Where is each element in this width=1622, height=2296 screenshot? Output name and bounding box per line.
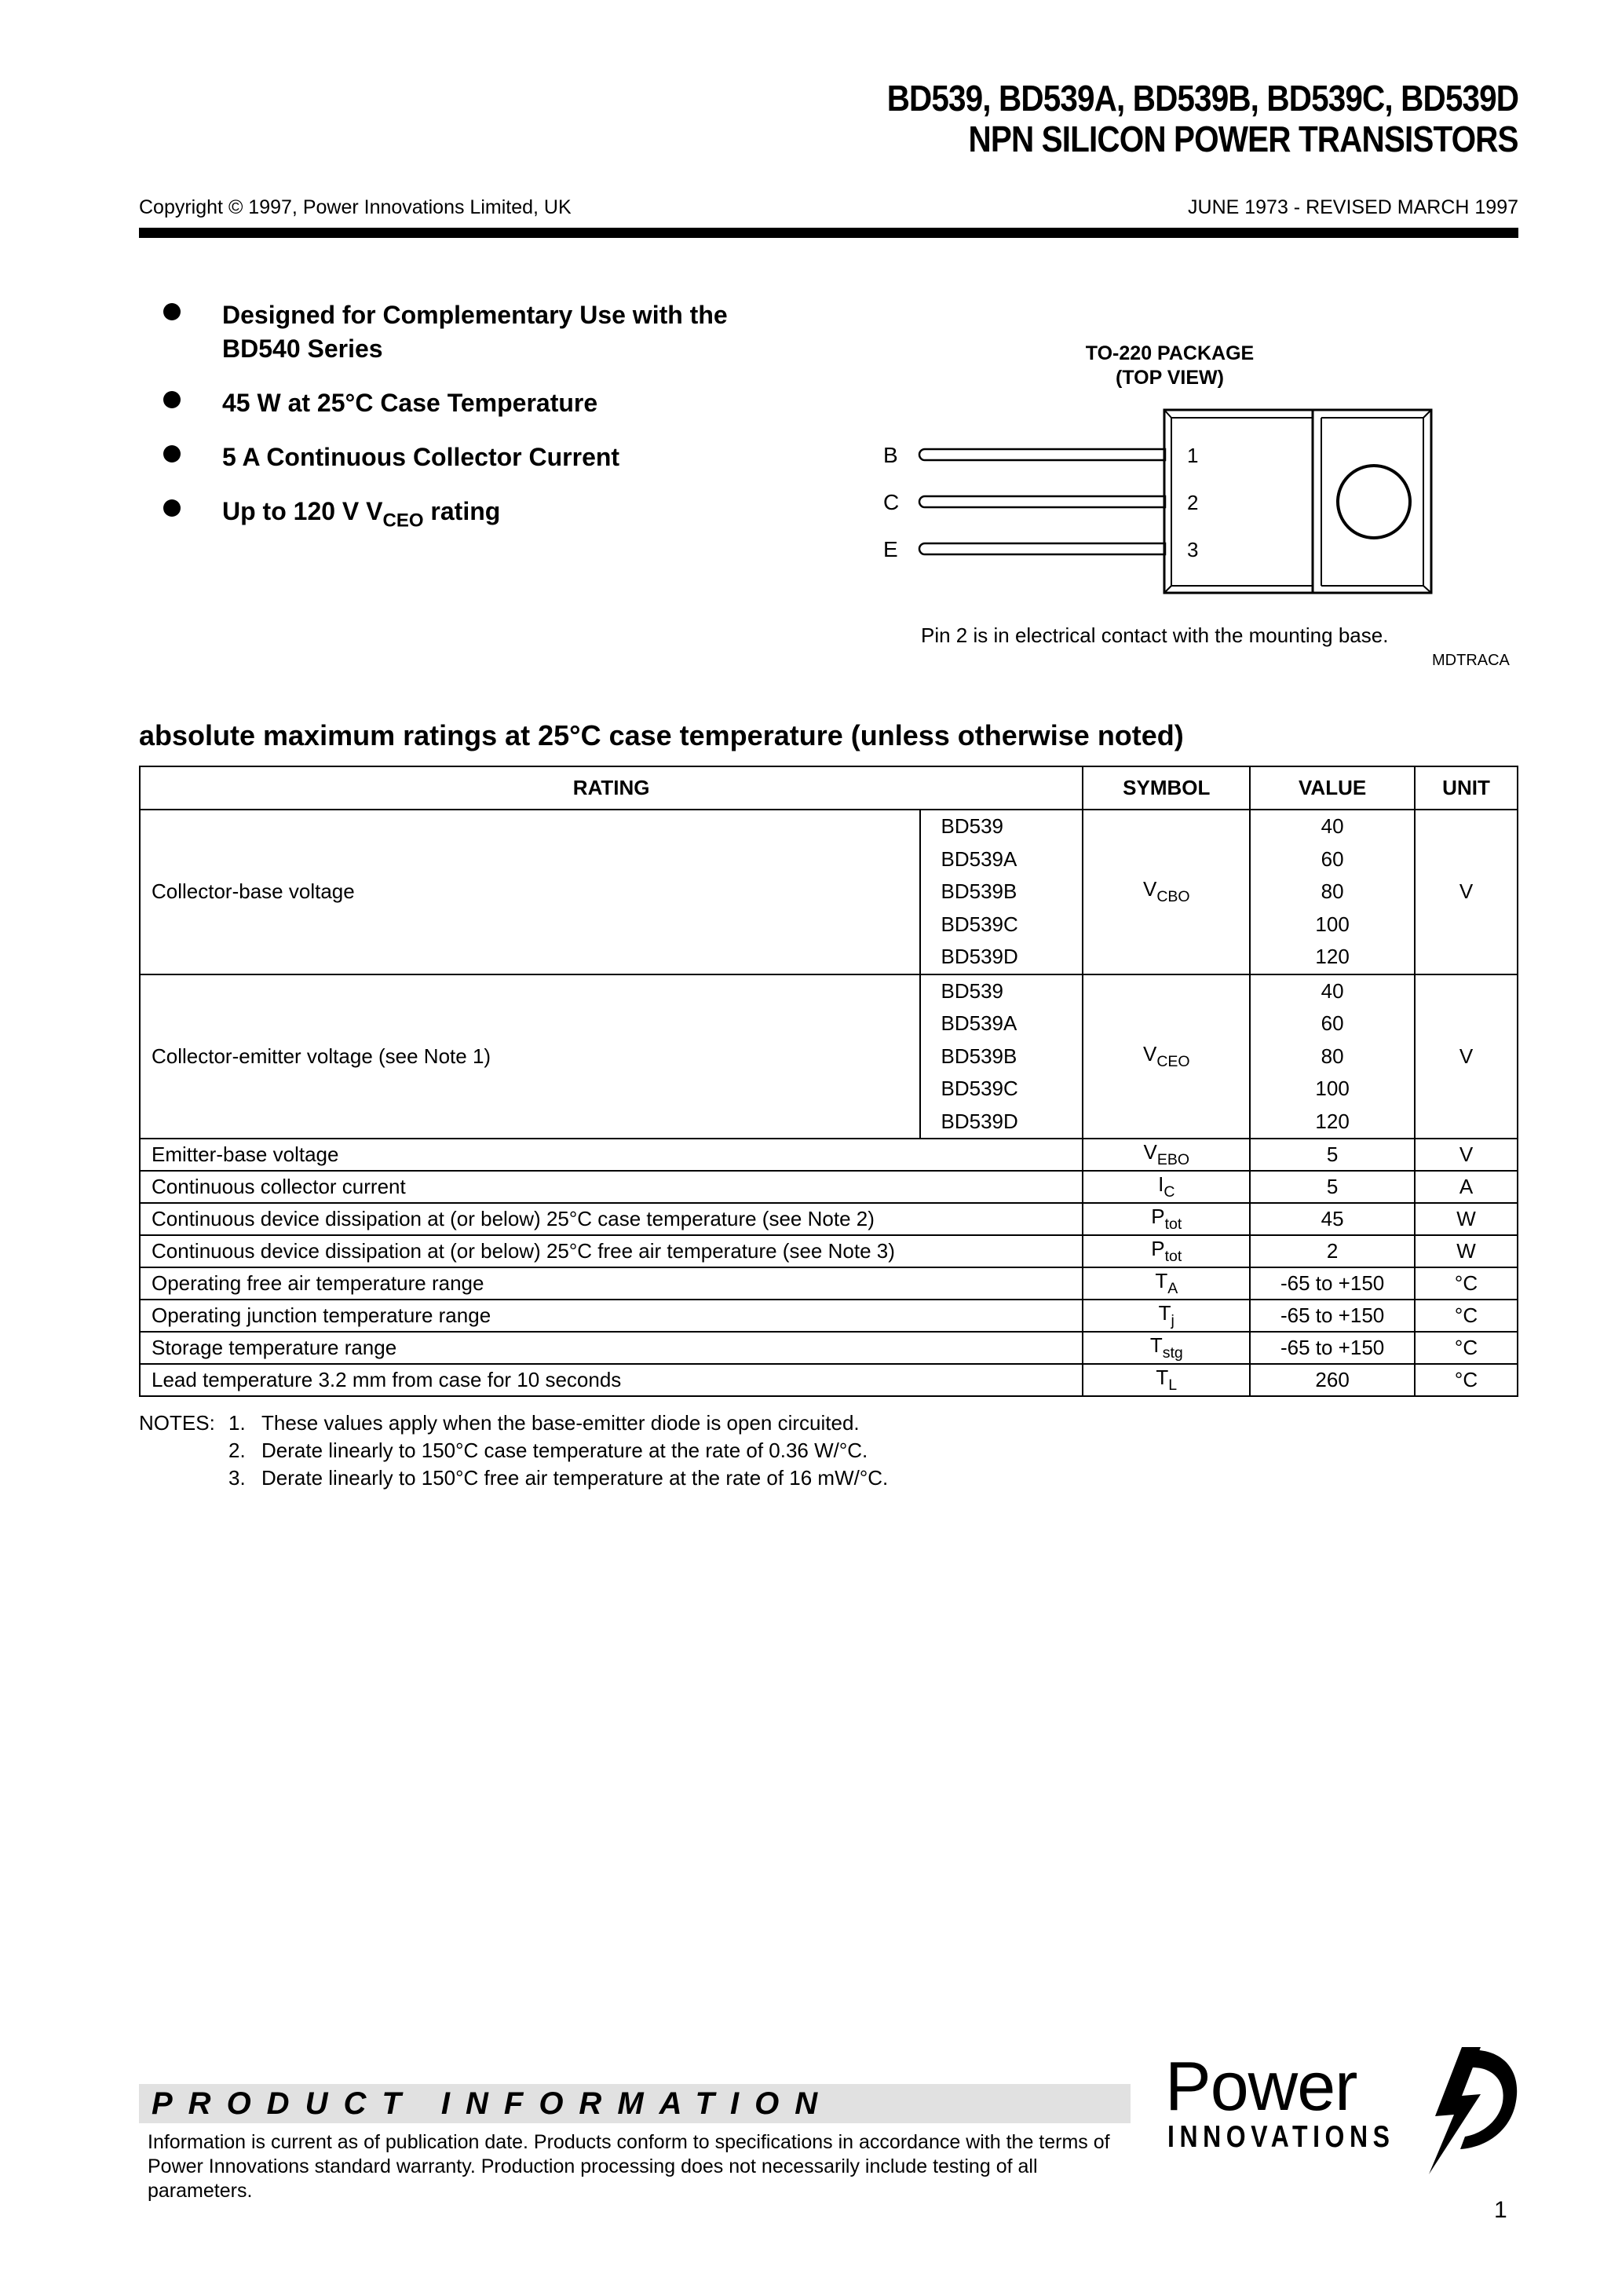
- header-rule: [139, 228, 1518, 238]
- table-row: [140, 1267, 1518, 1300]
- feature-text: 45 W at 25°C Case Temperature: [222, 389, 598, 417]
- table-row: [140, 1139, 1518, 1171]
- feature-text: BD540 Series: [222, 335, 383, 363]
- symbol-cell: $V_{CEO}$: [1083, 974, 1250, 1139]
- logo-power-text: Power: [1165, 2047, 1357, 2125]
- note-text: Derate linearly to 150°C case temperature at the rate of 0.36 W/°C.: [261, 1439, 868, 1462]
- pin-label: B: [883, 443, 898, 467]
- lead-e: [919, 543, 1165, 554]
- unit-cell: °C: [1415, 1364, 1518, 1396]
- pin-number: 3: [1187, 538, 1199, 561]
- to220-package-diagram: [879, 400, 1460, 605]
- lightning-logo-icon: [1405, 2044, 1523, 2177]
- pin-number: 1: [1187, 444, 1199, 467]
- document-title: BD539, BD539A, BD539B, BD539C, BD539D: [886, 78, 1518, 119]
- notes-label: NOTES:: [139, 1411, 215, 1435]
- bullet-icon: [163, 303, 181, 320]
- table-row: [140, 1332, 1518, 1364]
- value-cell: 40 60 80 100 120: [1250, 974, 1415, 1139]
- value-cell: 40 60 80 100 120: [1250, 810, 1415, 974]
- table-row: [140, 1364, 1518, 1396]
- table-row: [140, 1171, 1518, 1203]
- feature-text: Up to 120 V $V_{CEO}$ rating: [222, 497, 501, 532]
- ratings-heading: absolute maximum ratings at 25°C case temperature (unless otherwise noted): [139, 719, 1184, 751]
- unit-cell: W: [1415, 1235, 1518, 1267]
- symbol-cell: $T_j$: [1083, 1300, 1250, 1332]
- ratings-table: [139, 766, 1518, 1397]
- table-row: [140, 810, 1518, 974]
- table-row: [140, 1235, 1518, 1267]
- product-info-label: PRODUCT INFORMATION: [152, 2086, 834, 2121]
- rating-cell: Emitter-base voltage: [140, 1139, 1083, 1171]
- symbol-cell: $I_C$: [1083, 1171, 1250, 1203]
- symbol-cell: $V_{CBO}$: [1083, 810, 1250, 974]
- device-cell: BD539 BD539A BD539B BD539C BD539D: [920, 810, 1083, 974]
- rating-cell: Collector-base voltage: [140, 810, 920, 974]
- unit-cell: °C: [1415, 1332, 1518, 1364]
- rating-cell: Lead temperature 3.2 mm from case for 10 seconds: [140, 1364, 1083, 1396]
- header-unit: UNIT: [1415, 766, 1518, 810]
- value-cell: -65 to +150: [1250, 1267, 1415, 1300]
- bullet-icon: [163, 445, 181, 462]
- value-cell: -65 to +150: [1250, 1332, 1415, 1364]
- feature-text: 5 A Continuous Collector Current: [222, 443, 620, 471]
- unit-cell: W: [1415, 1203, 1518, 1235]
- bullet-icon: [163, 391, 181, 408]
- symbol-cell: $V_{EBO}$: [1083, 1139, 1250, 1171]
- copyright: Copyright © 1997, Power Innovations Limited, UK: [139, 196, 572, 218]
- logo-innovations-text: INNOVATIONS: [1167, 2120, 1395, 2154]
- page-number: 1: [1494, 2197, 1507, 2223]
- package-title: TO-220 PACKAGE (TOP VIEW): [1085, 342, 1255, 389]
- table-row: [140, 974, 1518, 1139]
- unit-cell: V: [1415, 1139, 1518, 1171]
- value-cell: 2: [1250, 1235, 1415, 1267]
- note-text: Derate linearly to 150°C free air temperature at the rate of 16 mW/°C.: [261, 1466, 889, 1490]
- symbol-cell: $T_A$: [1083, 1267, 1250, 1300]
- feature-text: Designed for Complementary Use with the: [222, 301, 728, 329]
- note-number: 1.: [228, 1411, 246, 1435]
- value-cell: 5: [1250, 1139, 1415, 1171]
- lead-b: [919, 449, 1165, 460]
- device-cell: BD539 BD539A BD539B BD539C BD539D: [920, 974, 1083, 1139]
- table-header-row: [140, 766, 1518, 810]
- bullet-icon: [163, 499, 181, 517]
- product-info-text: Information is current as of publication date. Products conform to specifications in accordance with the terms of Power Innovations standard warranty. Production processing does not necessarily include testing of all parameters.: [148, 2131, 1110, 2202]
- symbol-cell: $P_{tot}$: [1083, 1235, 1250, 1267]
- header-symbol: SYMBOL: [1083, 766, 1250, 810]
- pin-label: E: [883, 537, 898, 561]
- revision-date: JUNE 1973 - REVISED MARCH 1997: [1188, 196, 1518, 218]
- drawing-code: MDTRACA: [1432, 652, 1510, 669]
- unit-cell: V: [1415, 974, 1518, 1139]
- rating-cell: Operating free air temperature range: [140, 1267, 1083, 1300]
- value-cell: 5: [1250, 1171, 1415, 1203]
- rating-cell: Continuous device dissipation at (or below) 25°C case temperature (see Note 2): [140, 1203, 1083, 1235]
- rating-cell: Continuous collector current: [140, 1171, 1083, 1203]
- rating-cell: Operating junction temperature range: [140, 1300, 1083, 1332]
- unit-cell: °C: [1415, 1300, 1518, 1332]
- note-number: 2.: [228, 1439, 246, 1462]
- symbol-cell: $T_L$: [1083, 1364, 1250, 1396]
- header-value: VALUE: [1250, 766, 1415, 810]
- rating-cell: Storage temperature range: [140, 1332, 1083, 1364]
- table-row: [140, 1203, 1518, 1235]
- value-cell: 45: [1250, 1203, 1415, 1235]
- table-row: [140, 1300, 1518, 1332]
- pin-label: C: [883, 490, 900, 514]
- note-number: 3.: [228, 1466, 246, 1490]
- value-cell: -65 to +150: [1250, 1300, 1415, 1332]
- rating-cell: Continuous device dissipation at (or below) 25°C free air temperature (see Note 3): [140, 1235, 1083, 1267]
- header-rating: RATING: [140, 766, 1083, 810]
- lead-c: [919, 496, 1165, 507]
- pin-note: Pin 2 is in electrical contact with the mounting base.: [921, 623, 1389, 647]
- mounting-hole: [1338, 466, 1410, 538]
- unit-cell: A: [1415, 1171, 1518, 1203]
- symbol-cell: $P_{tot}$: [1083, 1203, 1250, 1235]
- document-subtitle: NPN SILICON POWER TRANSISTORS: [968, 119, 1518, 159]
- pin-number: 2: [1187, 491, 1199, 514]
- value-cell: 260: [1250, 1364, 1415, 1396]
- package-body: [1164, 410, 1431, 593]
- note-text: These values apply when the base-emitter diode is open circuited.: [261, 1411, 860, 1435]
- rating-cell: Collector-emitter voltage (see Note 1): [140, 974, 920, 1139]
- symbol-cell: $T_{stg}$: [1083, 1332, 1250, 1364]
- unit-cell: °C: [1415, 1267, 1518, 1300]
- unit-cell: V: [1415, 810, 1518, 974]
